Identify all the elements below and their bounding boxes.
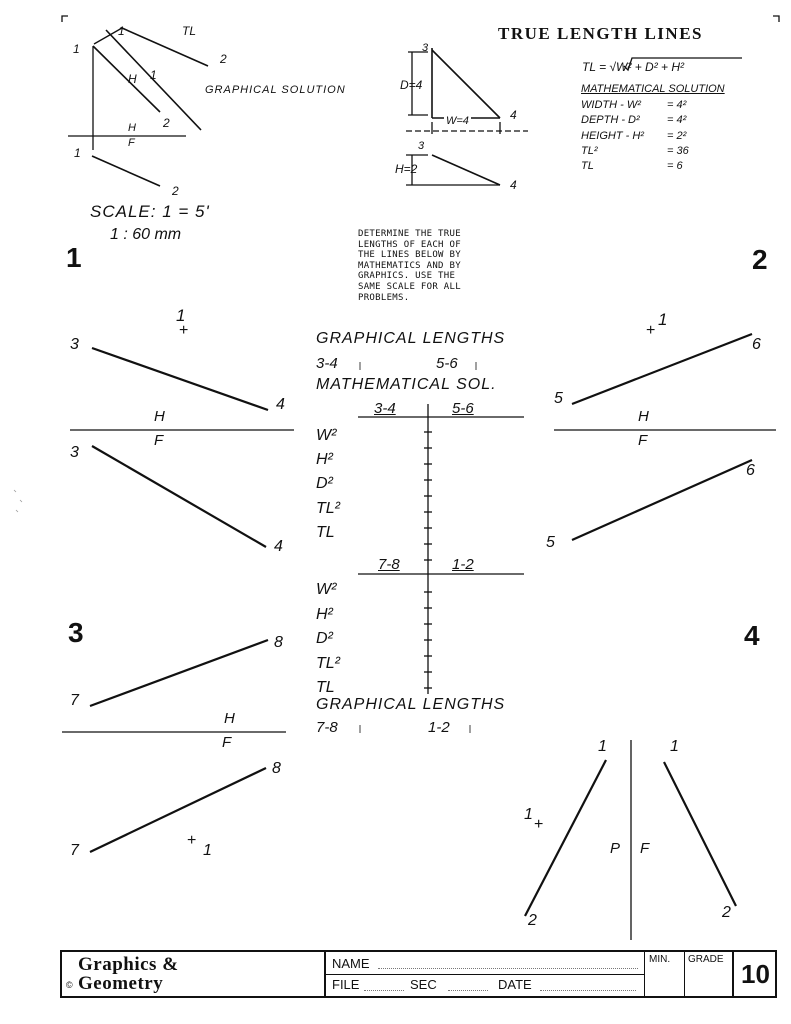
p4-point-1-front: 1 (670, 738, 679, 755)
p4-point-1-marker: 1 (524, 806, 533, 823)
p3-point-7-top: 7 (70, 692, 79, 709)
row-label-h2: H² (316, 451, 333, 469)
p3-point-8-front: 8 (272, 760, 281, 777)
p1-plus-marker: + (179, 322, 189, 339)
p2-h-label: H (638, 408, 649, 425)
problem-number-2: 2 (752, 244, 768, 275)
example-point-2a: 2 (220, 52, 227, 66)
graphical-solution-label: GRAPHICAL SOLUTION (205, 84, 346, 96)
math-solution-heading: MATHEMATICAL SOLUTION (581, 83, 725, 95)
p2-point-5-front: 5 (546, 534, 555, 551)
example-point-1a: 1 (73, 42, 80, 56)
height-dimension: H=2 (395, 162, 418, 176)
logo-line-2: Geometry (78, 973, 164, 994)
triangle-point-3: 3 (422, 42, 429, 54)
file-field[interactable] (364, 990, 404, 991)
file-label: FILE (332, 977, 360, 992)
min-label: MIN. (649, 954, 671, 965)
front-triangle-point-4: 4 (510, 178, 517, 192)
p2-point-6-front: 6 (746, 462, 755, 479)
p1-point-1: 1 (176, 306, 186, 325)
column-header-3-4: 3-4 (374, 400, 396, 417)
front-triangle-point-3: 3 (418, 140, 425, 152)
sheet-number: 10 (732, 952, 777, 996)
p1-point-3-top: 3 (70, 336, 79, 353)
p3-point-7-front: 7 (70, 842, 79, 859)
instructions: DETERMINE THE TRUE LENGTHS OF EACH OF THE LINES BELOW BY MATHEMATICS AND BY GRAPHICS. USE THE SAME SCALE FOR ALL PROBLEMS. (358, 229, 461, 303)
problem-number-4: 4 (744, 620, 760, 651)
page-title: TRUE LENGTH LINES (498, 24, 703, 43)
math-row-tl: TL = 6 (581, 160, 683, 173)
name-field[interactable] (378, 968, 638, 969)
p4-f-label: F (640, 840, 650, 857)
p1-point-3-front: 3 (70, 444, 79, 461)
p3-point-8-top: 8 (274, 634, 283, 651)
p2-point-1: 1 (658, 310, 668, 329)
example-point-2c: 2 (172, 184, 179, 198)
triangle-point-4: 4 (510, 108, 517, 122)
mathematical-sol-heading: MATHEMATICAL SOL. (316, 376, 497, 393)
problem2-front-line (572, 460, 752, 540)
row-label-w2: W² (316, 427, 337, 444)
name-label: NAME (332, 956, 370, 971)
grade-box[interactable] (684, 952, 733, 996)
graphical-lengths-heading-top: GRAPHICAL LENGTHS (316, 330, 506, 347)
problem1-top-line (92, 348, 268, 410)
row-label-tl-b: TL (316, 679, 335, 697)
column-header-1-2: 1-2 (452, 556, 474, 573)
p2-point-5-top: 5 (554, 390, 563, 407)
p1-h-label: H (154, 408, 165, 425)
logo-box (62, 952, 326, 996)
copyright-mark: © (66, 980, 73, 990)
row-label-d2-b: D² (316, 630, 333, 648)
example-front-view-line (92, 156, 160, 186)
problem-number-1: 1 (66, 242, 82, 273)
row-label-w2-b: W² (316, 581, 337, 598)
graphical-answer-1-2[interactable]: 1-2 (428, 719, 450, 736)
problem4-front-line (664, 762, 736, 906)
math-solution-rows (581, 98, 689, 174)
student-fields (324, 952, 644, 996)
row-label-tl: TL (316, 523, 335, 541)
p4-p-label: P (610, 840, 621, 857)
example-fold-h: H (128, 122, 136, 134)
depth-dimension: D=4 (400, 78, 423, 92)
margin-marks (14, 490, 22, 512)
column-header-5-6: 5-6 (452, 400, 474, 417)
problem4-profile-line (525, 760, 606, 916)
problem2-top-line (572, 334, 752, 404)
grade-label: GRADE (688, 954, 724, 965)
front-triangle-hyp (432, 155, 500, 185)
p2-plus-marker: + (646, 322, 656, 339)
triangle-hypotenuse (432, 50, 500, 118)
row-label-d2: D² (316, 475, 333, 493)
problem1-front-line (92, 446, 266, 547)
p1-f-label: F (154, 432, 164, 449)
math-row-width: WIDTH - W² = 4² (581, 99, 687, 111)
row-label-tl2: TL² (316, 499, 340, 517)
example-fold-f: F (128, 137, 135, 149)
p2-f-label: F (638, 432, 648, 449)
sec-label: SEC (410, 977, 437, 992)
problem3-front-line (90, 768, 266, 852)
example-point-2b: 2 (163, 116, 170, 130)
graphical-answer-3-4[interactable]: 3-4 (316, 355, 338, 372)
example-h-label: H (128, 72, 137, 86)
p3-f-label: F (222, 734, 232, 751)
p1-point-4-front: 4 (274, 538, 283, 555)
p1-point-4-top: 4 (276, 396, 285, 413)
p3-h-label: H (224, 710, 235, 727)
title-block (60, 950, 777, 998)
row-labels-bottom (316, 578, 340, 701)
p4-point-2-front: 2 (722, 904, 731, 921)
date-label: DATE (498, 977, 532, 992)
row-label-h2-b: H² (316, 605, 333, 623)
math-row-depth: DEPTH - D² = 4² (581, 114, 687, 127)
crop-mark-left (62, 16, 68, 22)
scale-line-2: 1 : 60 mm (110, 226, 182, 243)
problem3-top-line (90, 640, 268, 706)
sec-field[interactable] (448, 990, 488, 991)
p4-point-2-profile: 2 (528, 912, 537, 929)
p3-point-1: 1 (203, 842, 212, 859)
graphical-answer-5-6[interactable]: 5-6 (436, 355, 458, 372)
p2-point-6-top: 6 (752, 336, 761, 353)
example-point-1b: 1 (118, 24, 125, 38)
graphical-lengths-heading-bottom: GRAPHICAL LENGTHS (316, 696, 506, 713)
width-dimension: W=4 (446, 115, 469, 127)
crop-mark-right (773, 16, 779, 22)
min-box[interactable] (644, 952, 685, 996)
p3-plus-marker: + (187, 832, 197, 849)
row-label-tl2-b: TL² (316, 654, 340, 672)
field-divider (324, 974, 644, 975)
tl-formula: TL = √W² + D² + H² (582, 60, 685, 74)
problem-number-3: 3 (68, 617, 84, 648)
p4-plus-marker: + (534, 816, 544, 833)
example-point-1c: 1 (150, 68, 157, 82)
column-header-7-8: 7-8 (378, 556, 400, 573)
p4-point-1-profile: 1 (598, 738, 607, 755)
logo-line-1: Graphics & (78, 954, 179, 975)
math-row-height: HEIGHT - H² = 2² (581, 129, 687, 142)
date-field[interactable] (540, 990, 636, 991)
example-point-1d: 1 (74, 146, 81, 160)
scale-line-1: SCALE: 1 = 5' (90, 202, 210, 221)
row-labels-top (316, 424, 340, 545)
math-row-tl2: TL² = 36 (581, 144, 689, 157)
graphical-answer-7-8[interactable]: 7-8 (316, 719, 338, 736)
example-tl-label: TL (182, 24, 197, 38)
